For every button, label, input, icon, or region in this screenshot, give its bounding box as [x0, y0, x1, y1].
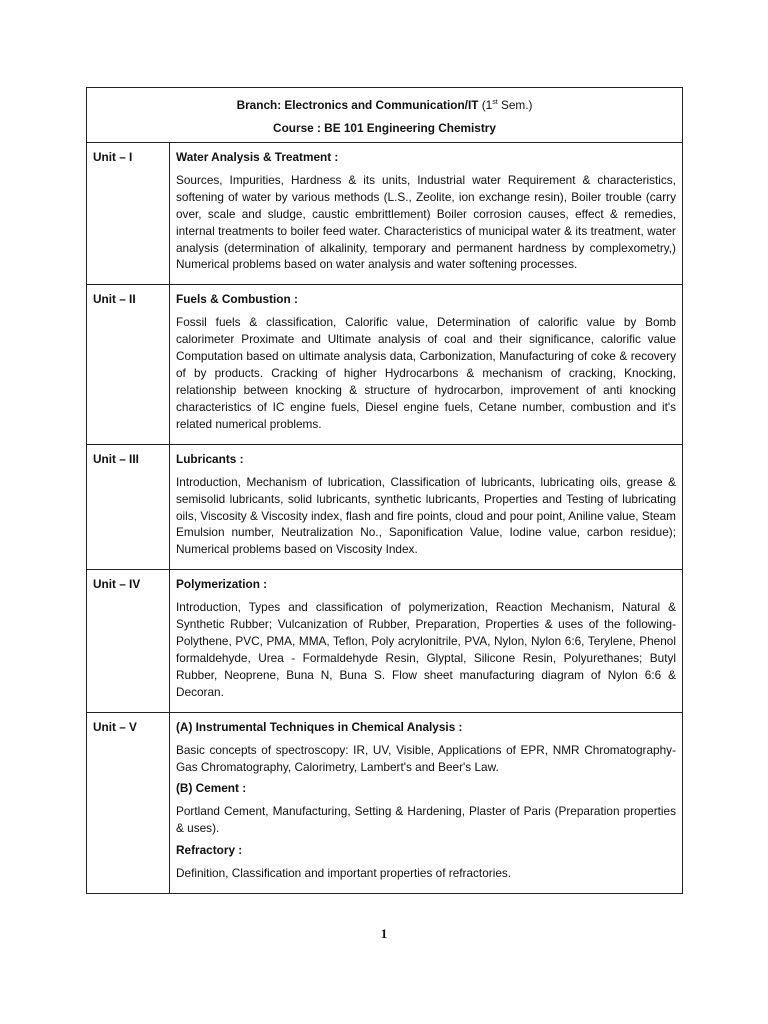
unit-label: Unit – II	[87, 285, 170, 444]
unit-content	[170, 712, 683, 894]
unit-row	[87, 570, 683, 712]
section-body: Introduction, Mechanism of lubrication, Classification of lubricants, lubricating oils, grease & semisolid lubricants, solid lubricants, synthetic lubricants, Properties and Testing of lubricating oils, Viscosity & Viscosity index, flash and fire points, cloud and pour point, Aniline value, Steam Emulsion number, Neutralization No., Saponification Value, Iodine value, carbon residue); Numerical problems based on Viscosity Index.	[176, 474, 676, 557]
unit-content	[170, 570, 683, 712]
unit-row	[87, 142, 683, 284]
section-body: Sources, Impurities, Hardness & its units, Industrial water Requirement & characteristics, softening of water by various methods (L.S., Zeolite, ion exchange resin), Boiler trouble (carry over, scale and sludge, caustic embrittlement) Boiler corrosion causes, effect & remedies, internal treatments to boiler feed water. Characteristics of municipal water & its treatment, water analysis (determination of alkalinity, temporary and permanent hardness by complexometry,) Numerical problems based on water analysis and water softening processes.	[176, 172, 676, 272]
section-body: Portland Cement, Manufacturing, Setting & Hardening, Plaster of Paris (Preparation properties & uses).	[176, 804, 676, 836]
syllabus-table	[86, 87, 683, 894]
section-title: Polymerization :	[176, 577, 268, 592]
unit-content	[170, 285, 683, 444]
branch-label: Branch: Electronics and Communication/IT	[236, 97, 479, 112]
section-title: Water Analysis & Treatment :	[176, 149, 339, 164]
header-row	[87, 88, 683, 143]
unit-content	[170, 444, 683, 570]
unit-row	[87, 712, 683, 894]
branch-line	[93, 96, 676, 112]
section-body: Definition, Classification and important properties of refractories.	[176, 866, 512, 881]
semester-label: (1st Sem.)	[481, 97, 533, 112]
unit-label: Unit – V	[87, 712, 170, 894]
course-title: Course : BE 101 Engineering Chemistry	[273, 120, 496, 135]
unit-label: Unit – IV	[87, 570, 170, 712]
section-title: (B) Cement :	[176, 781, 247, 796]
unit-row	[87, 285, 683, 444]
unit-label: Unit – I	[87, 142, 170, 284]
section-title: (A) Instrumental Techniques in Chemical Analysis :	[176, 719, 463, 734]
unit-row	[87, 444, 683, 570]
section-title: Refractory :	[176, 843, 243, 858]
header-cell	[87, 88, 683, 143]
unit-content	[170, 142, 683, 284]
section-body: Introduction, Types and classification of polymerization, Reaction Mechanism, Natural & Synthetic Rubber; Vulcanization of Rubber, Preparation, Properties & uses of the following- Polythene, PVC, PMA, MMA, Teflon, Poly acrylonitrile, PVA, Nylon, Nylon 6:6, Terylene, Phenol formaldehyde, Urea - Formaldehyde Resin, Glyptal, Silicone Resin, Polyurethanes; Butyl Rubber, Neoprene, Buna N, Buna S. Flow sheet manufacturing diagram of Nylon 6:6 & Decoran.	[176, 600, 676, 699]
section-body: Fossil fuels & classification, Calorific value, Determination of calorific value by Bomb calorimeter Proximate and Ultimate analysis of coal and their significance, calorific value Computation based on ultimate analysis data, Carbonization, Manufacturing of coke & recovery of by products. Cracking of higher Hydrocarbons & mechanism of cracking, Knocking, relationship between knocking & structure of hydrocarbon, improvement of anti knocking characteristics of IC engine fuels, Diesel engine fuels, Cetane number, combustion and it's related numerical problems.	[176, 315, 676, 431]
unit-label: Unit – III	[87, 444, 170, 570]
section-title: Lubricants :	[176, 451, 244, 466]
section-body: Basic concepts of spectroscopy: IR, UV, Visible, Applications of EPR, NMR Chromatography- Gas Chromatography, Calorimetry, Lambert's and Beer's Law.	[176, 742, 676, 774]
page-number: 1	[380, 926, 388, 941]
section-title: Fuels & Combustion :	[176, 292, 298, 307]
